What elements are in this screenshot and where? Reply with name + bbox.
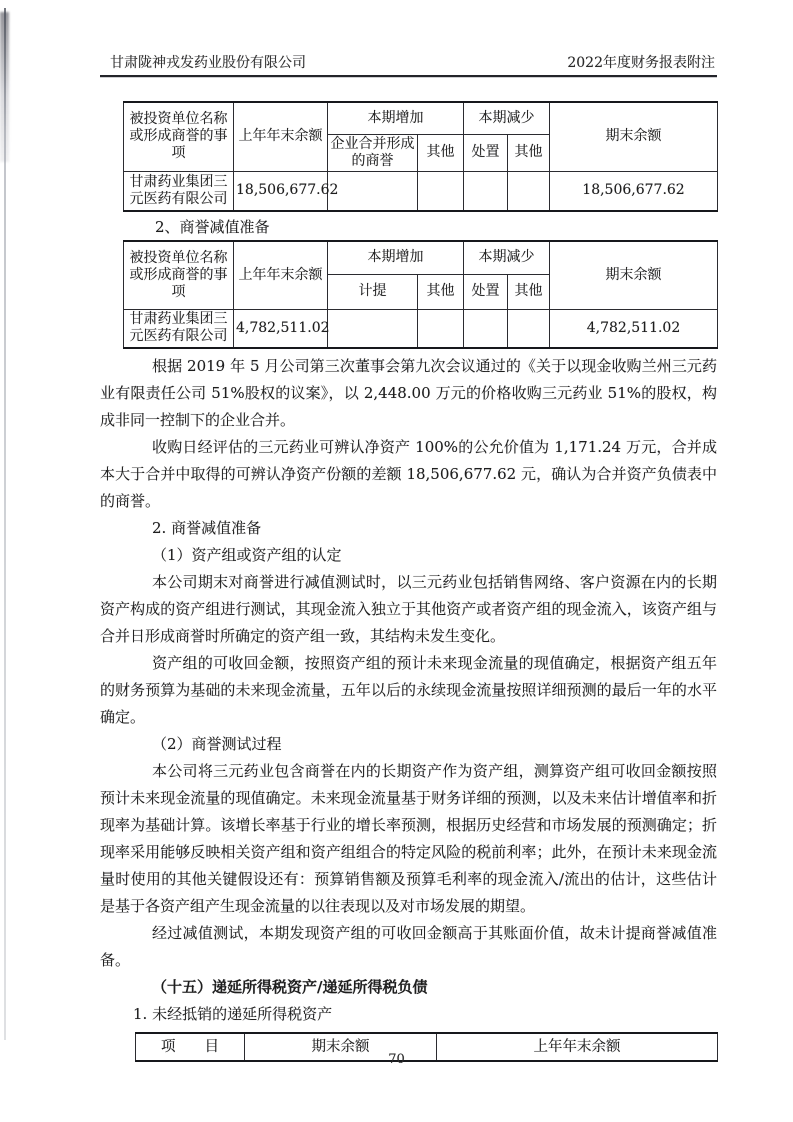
col-prior-year-end-balance: 上年年末余额 (437, 1033, 718, 1061)
goodwill-impairment-table (123, 240, 718, 349)
cell-decrease-other (508, 171, 550, 211)
paragraph-test-conclusion: 经过减值测试，本期发现资产组的可收回金额高于其账面价值，故未计提商誉减值准备。 (100, 924, 717, 969)
paragraph-test-method: 本公司将三元药业包含商誉在内的长期资产作为资产组，测算资产组可收回金额按照预计未来现金流量的现值确定。未来现金流量基于财务详细的预测，以及未来估计增值率和折现率为基础计算。该增长率基于行业的增长率预测，根据历史经营和市场发展的预测确定；折现率采用能够反映相关资产组和资产组组合的特定风险的税前利率；此外，在预计未来现金流量时使用的其他关键假设还有：预算销售额及预算毛利率的现金流入/流出的估计，这些估计是基于各资产组产生现金流量的以往表现以及对市场发展的期望。 (100, 762, 717, 915)
cell-increase-other (418, 171, 464, 211)
col-decrease-other: 其他 (508, 274, 550, 309)
page-number: 70 (388, 1052, 405, 1067)
cell-item: 甘肃药业集团三元医药有限公司 (124, 171, 234, 211)
col-decrease-disposal: 处置 (464, 134, 508, 171)
col-period-end: 期末余额 (550, 102, 718, 171)
page-header (100, 53, 717, 73)
body-text (100, 353, 717, 1028)
table-header-row (124, 102, 718, 134)
col-increase-provision: 计提 (328, 274, 418, 309)
paragraph-acquisition-resolution: 根据 2019 年 5 月公司第三次董事会第九次会议通过的《关于以现金收购兰州三元药业有限责任公司 51%股权的议案》，以 2,448.00 万元的价格收购三元药业 51%的股权，构成非同一控制下的企业合并。 (100, 357, 717, 429)
header-doc-title: 2022年度财务报表附注 (567, 55, 715, 71)
col-decrease-disposal: 处置 (464, 274, 508, 309)
cell-increase-other (418, 309, 464, 348)
col-item: 被投资单位名称或形成商誉的事项 (124, 102, 234, 171)
scan-edge-artifact (4, 8, 6, 1040)
col-item: 项 目 (136, 1033, 245, 1061)
cell-increase-provision (328, 309, 418, 348)
table-row (124, 171, 718, 211)
col-decrease-other: 其他 (508, 134, 550, 171)
cell-period-end: 4,782,511.02 (550, 309, 718, 348)
col-increase-other: 其他 (418, 274, 464, 309)
header-company: 甘肃陇神戎发药业股份有限公司 (110, 55, 306, 71)
impairment-caption: 2、商誉减值准备 (155, 218, 270, 236)
header-rule (100, 75, 717, 77)
subheading-impairment: 2. 商誉减值准备 (152, 519, 262, 537)
paragraph-asset-group-definition: 本公司期末对商誉进行减值测试时，以三元药业包括销售网络、客户资源在内的长期资产构成的资产组进行测试，其现金流入独立于其他资产或者资产组的现金流入，该资产组与合并日形成商誉时所确定的资产组一致，其结构未发生变化。 (100, 573, 717, 645)
section-15-subheading: 1. 未经抵销的递延所得税资产 (133, 1005, 333, 1023)
subheading-asset-group: （1）资产组或资产组的认定 (152, 546, 342, 564)
cell-item: 甘肃药业集团三元医药有限公司 (124, 309, 234, 348)
col-group-increase: 本期增加 (328, 102, 464, 134)
subheading-test-process: （2）商誉测试过程 (152, 735, 282, 753)
cell-prior-year-end: 4,782,511.02 (234, 309, 328, 348)
col-prior-year-end: 上年年末余额 (234, 241, 328, 309)
col-period-end: 期末余额 (550, 241, 718, 309)
cell-prior-year-end: 18,506,677.62 (234, 171, 328, 211)
paragraph-goodwill-recognition: 收购日经评估的三元药业可辨认净资产 100%的公允价值为 1,171.24 万元，合并成本大于合并中取得的可辨认净资产份额的差额 18,506,677.62 元，确认为合并资产负债表中的商誉。 (100, 438, 717, 510)
col-item: 被投资单位名称或形成商誉的事项 (124, 241, 234, 309)
col-increase-merge: 企业合并形成的商誉 (328, 134, 418, 171)
col-group-increase: 本期增加 (328, 241, 464, 274)
col-group-decrease: 本期减少 (464, 241, 550, 274)
cell-decrease-other (508, 309, 550, 348)
cell-increase-merge (328, 171, 418, 211)
goodwill-balance-table (123, 101, 718, 212)
table-row (124, 309, 718, 348)
page-content (100, 53, 717, 1062)
col-increase-other: 其他 (418, 134, 464, 171)
col-period-end-balance: 期末余额 (245, 1033, 437, 1061)
paragraph-recoverable-amount: 资产组的可收回金额，按照资产组的预计未来现金流量的现值确定，根据资产组五年的财务预算为基础的未来现金流量，五年以后的永续现金流量按照详细预测的最后一年的水平确定。 (100, 654, 717, 726)
cell-decrease-disposal (464, 309, 508, 348)
col-group-decrease: 本期减少 (464, 102, 550, 134)
col-prior-year-end: 上年年末余额 (234, 102, 328, 171)
cell-period-end: 18,506,677.62 (550, 171, 718, 211)
section-15-heading: （十五）递延所得税资产/递延所得税负债 (152, 978, 428, 996)
cell-decrease-disposal (464, 171, 508, 211)
table-header-row (124, 241, 718, 274)
